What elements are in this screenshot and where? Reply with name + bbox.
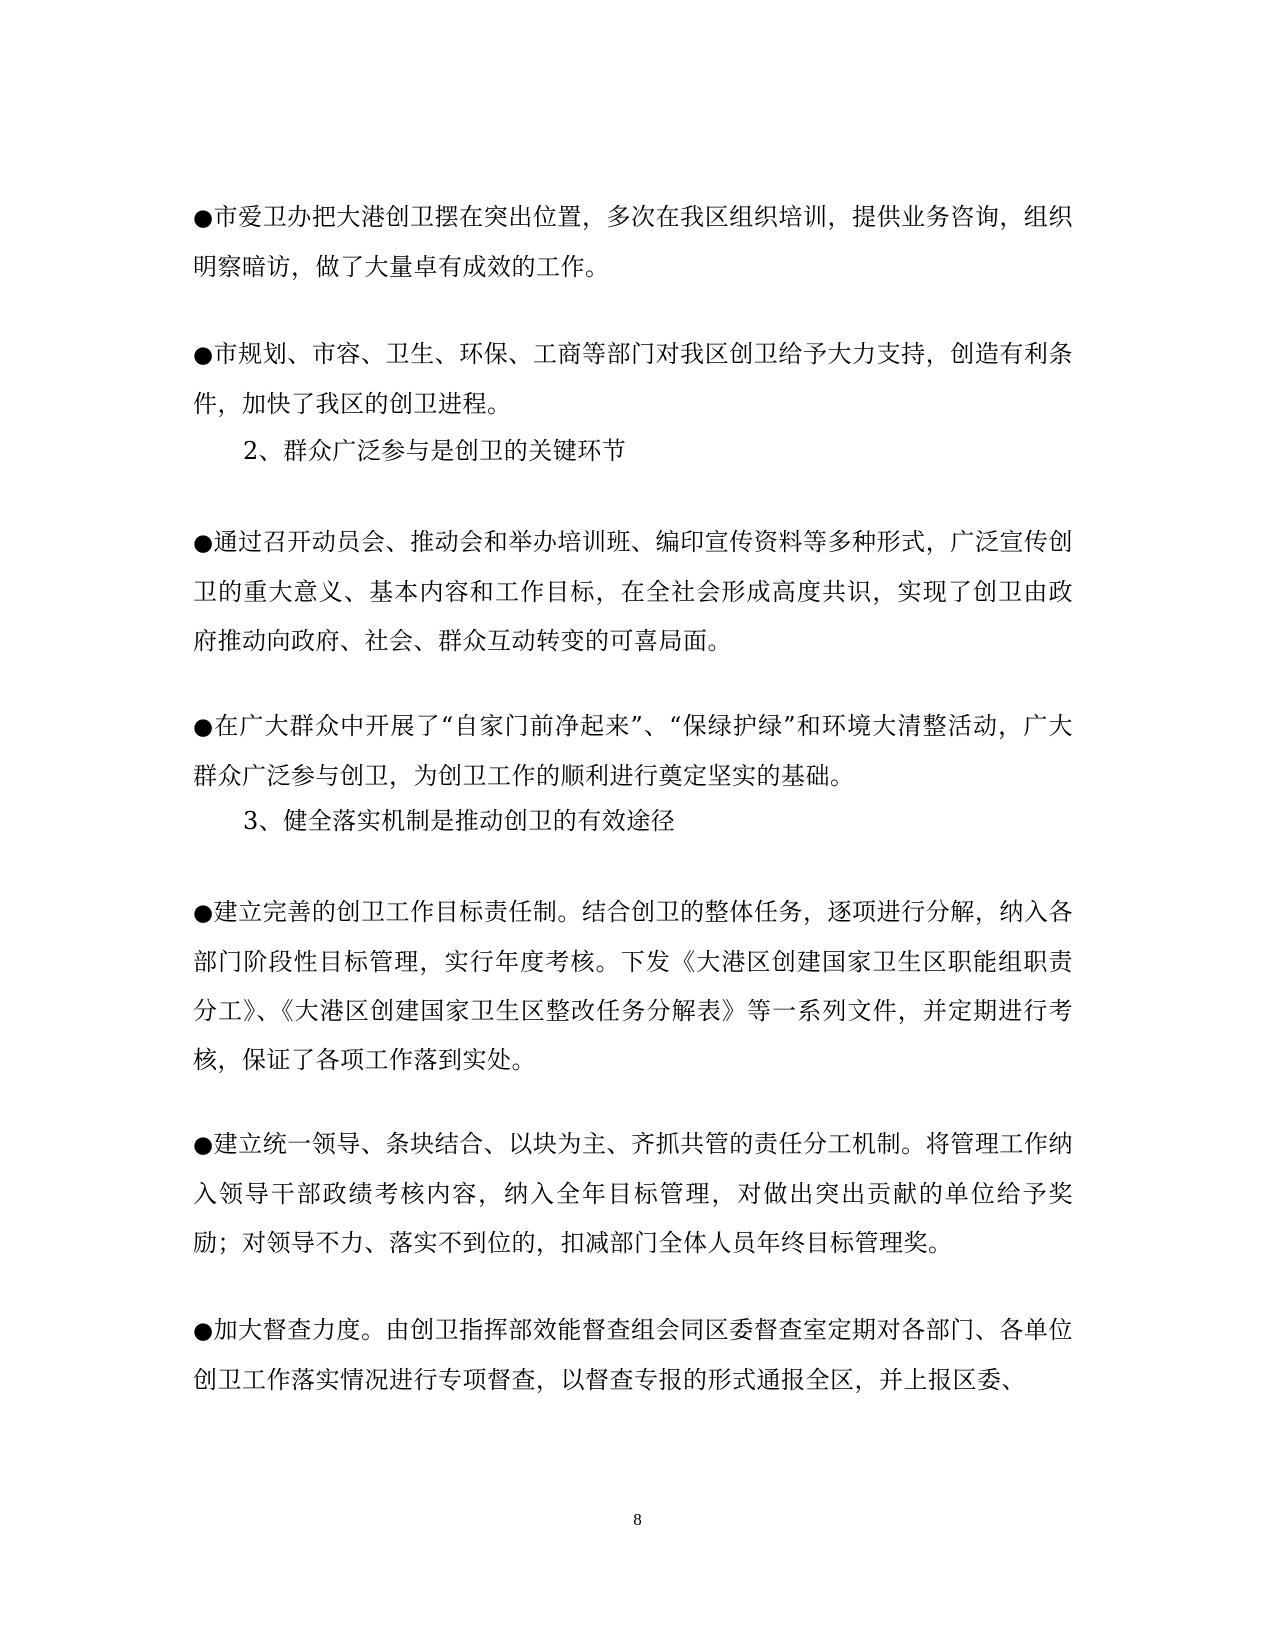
bullet-marker: ●: [193, 205, 214, 231]
paragraph-text: 加大督查力度。由创卫指挥部效能督查组会同区委督查室定期对各部门、各单位创卫工作落实情况进行专项督查，以督查专报的形式通报全区，并上报区委、: [193, 1316, 1073, 1394]
paragraph-text: 通过召开动员会、推动会和举办培训班、编印宣传资料等多种形式，广泛宣传创卫的重大意义、基本内容和工作目标，在全社会形成高度共识，实现了创卫由政府推动向政府、社会、群众互动转变的可喜局面。: [193, 528, 1073, 655]
paragraph-text: 市爱卫办把大港创卫摆在突出位置，多次在我区组织培训，提供业务咨询，组织明察暗访，做了大量卓有成效的工作。: [193, 203, 1073, 281]
paragraph-bullet-2: [193, 330, 1073, 429]
paragraph-text: 在广大群众中开展了“自家门前净起来”、“保绿护绿”和环境大清整活动，广大群众广泛参与创卫，为创卫工作的顺利进行奠定坚实的基础。: [193, 712, 1073, 790]
paragraph-bullet-3: [193, 518, 1073, 666]
bullet-marker: ●: [193, 1318, 214, 1344]
paragraph-bullet-6: [193, 1120, 1073, 1268]
section-heading-3: 3、健全落实机制是推动创卫的有效途径: [243, 807, 676, 835]
paragraph-text: 建立统一领导、条块结合、以块为主、齐抓共管的责任分工机制。将管理工作纳入领导干部政绩考核内容，纳入全年目标管理，对做出突出贡献的单位给予奖励；对领导不力、落实不到位的，扣减部门全体人员年终目标管理奖。: [193, 1130, 1073, 1257]
paragraph-text: 市规划、市容、卫生、环保、工商等部门对我区创卫给予大力支持，创造有利条件，加快了我区的创卫进程。: [193, 340, 1073, 418]
section-heading-2: 2、群众广泛参与是创卫的关键环节: [243, 437, 627, 465]
bullet-marker: ●: [193, 714, 215, 740]
paragraph-bullet-4: [193, 702, 1073, 801]
bullet-marker: ●: [193, 342, 214, 368]
bullet-marker: ●: [193, 1132, 214, 1158]
paragraph-bullet-1: [193, 193, 1073, 292]
bullet-marker: ●: [193, 530, 214, 556]
paragraph-bullet-7: [193, 1306, 1073, 1405]
bullet-marker: ●: [193, 900, 214, 926]
paragraph-bullet-5: [193, 888, 1073, 1085]
paragraph-text: 建立完善的创卫工作目标责任制。结合创卫的整体任务，逐项进行分解，纳入各部门阶段性目标管理，实行年度考核。下发《大港区创建国家卫生区职能组职责分工》、《大港区创建国家卫生区整改任务分解表》等一系列文件，并定期进行考核，保证了各项工作落到实处。: [193, 898, 1073, 1074]
page-number: 8: [633, 1510, 642, 1529]
